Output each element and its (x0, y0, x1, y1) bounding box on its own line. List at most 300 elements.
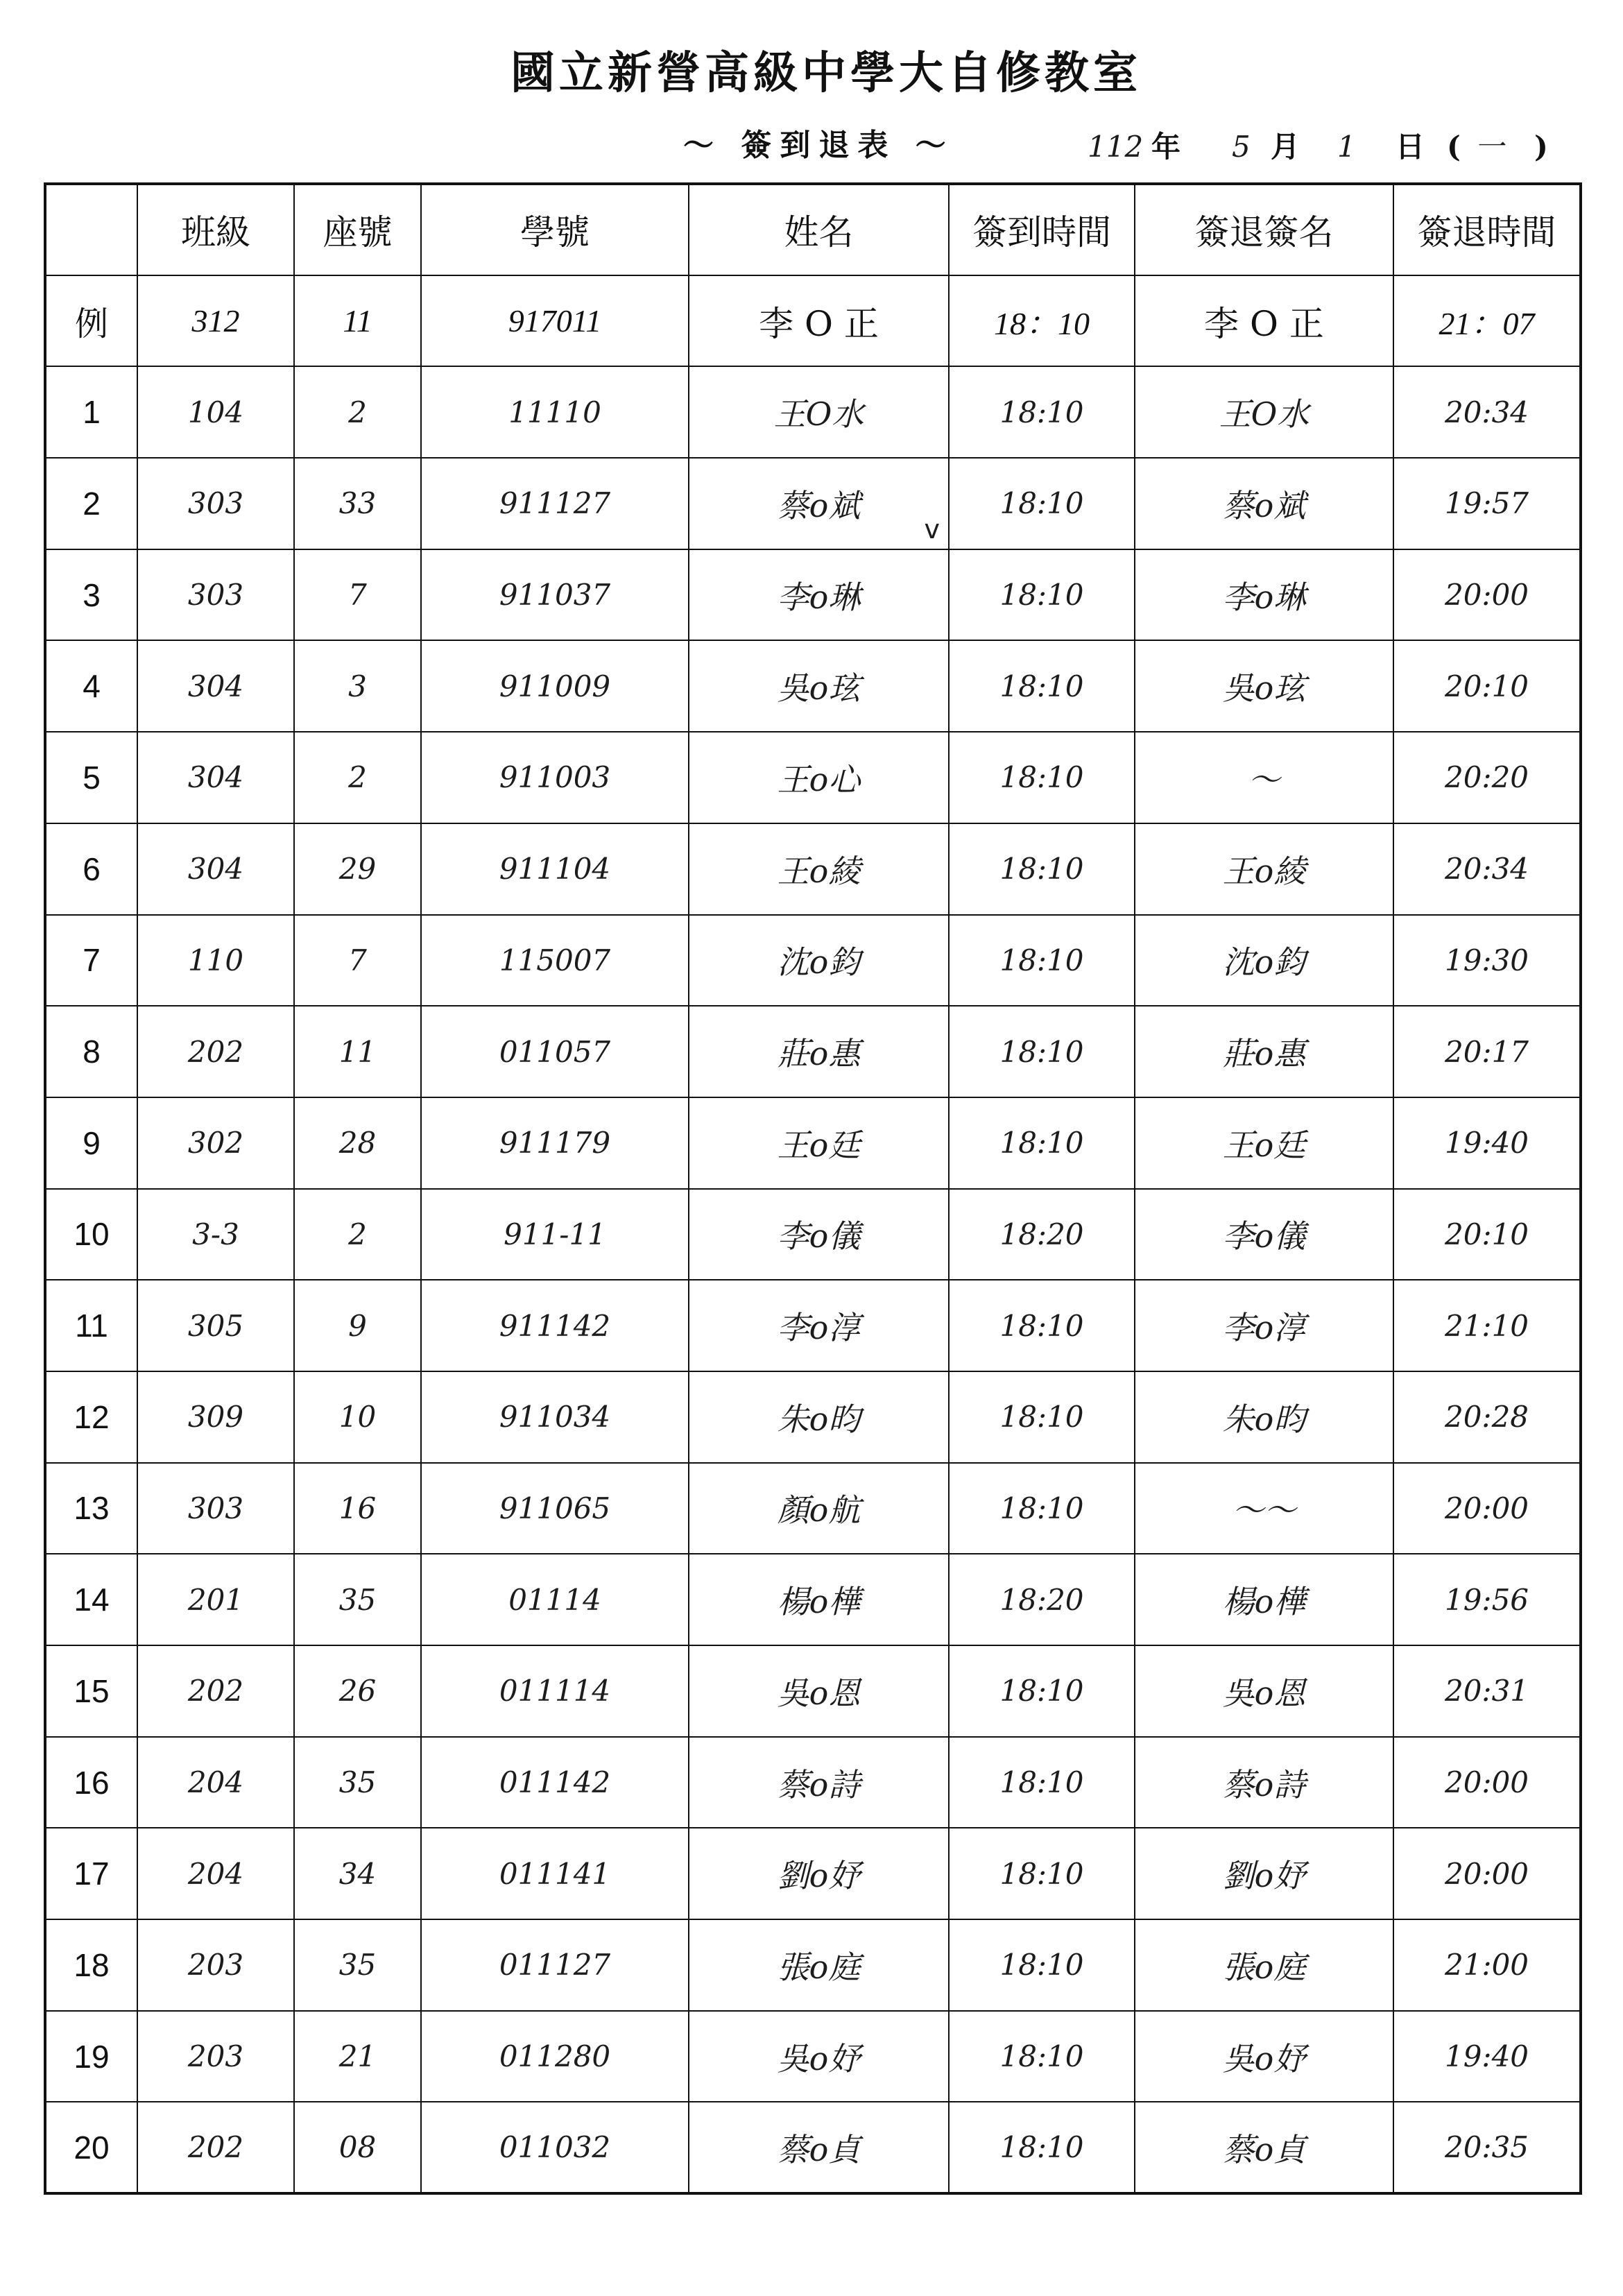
student-id-cell (421, 275, 689, 367)
seat-number-cell (294, 275, 421, 367)
student-name: 王o心 (777, 760, 861, 798)
student-id-cell (421, 1280, 689, 1371)
class: 303 (187, 578, 244, 612)
class-cell (137, 823, 294, 915)
sign-in-time: 18:10 (999, 1034, 1084, 1069)
sign-out-signature-cell (1135, 1097, 1393, 1189)
table-body (45, 184, 1581, 2193)
class: 203 (187, 1948, 244, 1982)
sign-out-signature-cell (1135, 458, 1393, 549)
date-day: 1 (1337, 130, 1356, 164)
table-row (45, 549, 1581, 641)
student-name-cell (689, 1371, 949, 1463)
student-id: 011127 (499, 1948, 611, 1982)
student-name-cell (689, 2011, 949, 2102)
sign-out-signature: 吳o恩 (1222, 1674, 1306, 1712)
row-number: 9 (83, 1124, 101, 1161)
date-month: 5 (1232, 130, 1251, 164)
student-name-cell (689, 1554, 949, 1645)
student-name: 蔡o斌 (777, 486, 861, 524)
class-cell (137, 2102, 294, 2193)
row-number: 19 (74, 2038, 110, 2075)
seat-number: 9 (348, 1308, 367, 1343)
sign-out-time: 20:10 (1444, 669, 1529, 703)
sign-out-time-cell (1393, 1189, 1581, 1280)
seat-number-cell (294, 458, 421, 549)
sign-out-time: 19:30 (1444, 943, 1529, 977)
sign-out-time-cell (1393, 823, 1581, 915)
sign-out-signature: 王o綾 (1222, 852, 1306, 890)
sign-out-signature-cell (1135, 1737, 1393, 1828)
seat-number-cell (294, 732, 421, 823)
row-number-cell (45, 1463, 137, 1554)
table-row (45, 1645, 1581, 1737)
sign-in-time: 18:10 (999, 943, 1084, 977)
seat-number: 21 (338, 2039, 377, 2074)
sign-out-signature-cell (1135, 1280, 1393, 1371)
sign-out-time-cell (1393, 1828, 1581, 1919)
student-name: 李o淳 (777, 1309, 861, 1347)
row-number: 1 (83, 394, 101, 431)
student-name-cell (689, 366, 949, 458)
seat-number-cell (294, 1097, 421, 1189)
table-row (45, 1280, 1581, 1371)
sign-out-time-cell (1393, 1737, 1581, 1828)
class-cell (137, 1737, 294, 1828)
sign-in-time: 18:10 (999, 578, 1084, 612)
row-number: 14 (74, 1582, 110, 1618)
date-day-label: 日 (1396, 130, 1425, 164)
student-id: 115007 (499, 943, 611, 977)
student-name: 吳o玹 (777, 669, 861, 708)
sign-in-time: 18:10 (999, 852, 1084, 886)
sign-out-signature-cell (1135, 2102, 1393, 2193)
sign-in-time: 18:10 (999, 2039, 1084, 2074)
seat-number: 35 (338, 1582, 377, 1617)
sign-out-signature: 王o廷 (1222, 1126, 1306, 1164)
sign-out-signature-cell (1135, 1189, 1393, 1280)
student-id: 011141 (499, 1856, 611, 1891)
row-number-cell (45, 275, 137, 367)
class-cell (137, 1828, 294, 1919)
sign-in-time-cell (949, 1737, 1135, 1828)
student-id-cell (421, 1554, 689, 1645)
row-number-cell (45, 1006, 137, 1097)
sign-in-time: 18:10 (999, 669, 1084, 703)
seat-number: 3 (348, 669, 367, 703)
seat-number-cell (294, 640, 421, 732)
sign-out-time-cell (1393, 1280, 1581, 1371)
seat-number-cell (294, 1828, 421, 1919)
sign-in-sheet-table (44, 182, 1582, 2195)
table-row (45, 1554, 1581, 1645)
class: 303 (187, 1491, 244, 1525)
student-id: 011032 (499, 2130, 611, 2165)
seat-number: 2 (348, 1217, 367, 1251)
sign-out-time-cell (1393, 732, 1581, 823)
row-number: 4 (83, 668, 101, 705)
sign-out-time-cell (1393, 458, 1581, 549)
class: 305 (187, 1308, 244, 1343)
document-title: 國立新營高級中學大自修教室 (510, 47, 1142, 99)
sign-in-time-cell (949, 1463, 1135, 1554)
class-cell (137, 1097, 294, 1189)
sign-in-time-cell (949, 2011, 1135, 2102)
sign-in-time: 18:10 (999, 2130, 1084, 2165)
student-name-cell (689, 1280, 949, 1371)
sign-out-signature-cell (1135, 1645, 1393, 1737)
table-row (45, 458, 1581, 549)
sign-in-time: 18:10 (999, 1126, 1084, 1160)
sign-out-signature: 〜 (1248, 760, 1280, 798)
student-id-cell (421, 549, 689, 641)
sign-in-time: 18:10 (999, 1765, 1084, 1800)
row-number: 6 (83, 850, 101, 887)
student-name: 李o琳 (777, 578, 861, 616)
row-number-cell (45, 640, 137, 732)
row-number-cell (45, 1280, 137, 1371)
sign-in-time: 18:10 (999, 1491, 1084, 1525)
student-id-cell (421, 732, 689, 823)
sign-in-time: 18：10 (994, 305, 1090, 341)
class: 309 (187, 1400, 244, 1434)
student-name-cell (689, 915, 949, 1006)
seat-number: 2 (348, 760, 367, 795)
class: 3-3 (192, 1217, 239, 1251)
table-row (45, 915, 1581, 1006)
row-number-cell (45, 1554, 137, 1645)
seat-number-cell (294, 1737, 421, 1828)
seat-number-cell (294, 1006, 421, 1097)
student-name: 王O水 (773, 395, 864, 434)
student-name: 朱o昀 (777, 1400, 861, 1438)
row-number: 11 (75, 1308, 108, 1344)
student-id-cell (421, 2011, 689, 2102)
table-row (45, 1371, 1581, 1463)
row-number-cell (45, 1919, 137, 2011)
sign-out-time: 20:31 (1444, 1674, 1529, 1708)
table-row (45, 2102, 1581, 2193)
student-id-cell (421, 458, 689, 549)
class-cell (137, 458, 294, 549)
row-number-cell (45, 1828, 137, 1919)
sign-out-signature-cell (1135, 732, 1393, 823)
class-cell (137, 1463, 294, 1554)
student-id-cell (421, 1189, 689, 1280)
sign-out-signature: 李o儀 (1222, 1217, 1306, 1256)
student-id: 911-11 (504, 1217, 606, 1251)
seat-number: 7 (348, 943, 367, 977)
sign-in-time: 18:10 (999, 395, 1084, 429)
table-row (45, 1097, 1581, 1189)
sign-in-time-cell (949, 366, 1135, 458)
sign-out-signature-cell (1135, 1828, 1393, 1919)
sign-in-time-cell (949, 732, 1135, 823)
sign-out-signature: 李 O 正 (1204, 303, 1324, 344)
sign-out-time: 20:10 (1444, 1217, 1529, 1251)
header-sign-in-time: 簽到時間 (949, 184, 1135, 275)
sign-out-signature-cell (1135, 640, 1393, 732)
sign-out-time-cell (1393, 640, 1581, 732)
document-subtitle: ～ 簽到退表 ～ (683, 128, 954, 163)
row-number: 7 (83, 942, 101, 979)
student-id-cell (421, 1371, 689, 1463)
student-id: 11110 (508, 395, 601, 429)
sign-in-time: 18:20 (999, 1217, 1084, 1251)
sign-out-time: 21：07 (1439, 305, 1535, 341)
date-open-paren: ( (1447, 130, 1461, 164)
sign-in-time-cell (949, 458, 1135, 549)
student-name: 李o儀 (777, 1217, 861, 1256)
sign-in-time-cell (949, 915, 1135, 1006)
row-number-cell (45, 915, 137, 1006)
sign-out-signature: 朱o昀 (1222, 1400, 1306, 1438)
student-id: 911104 (499, 852, 611, 886)
sign-out-signature-cell (1135, 1463, 1393, 1554)
student-id-cell (421, 1737, 689, 1828)
table-row (45, 1463, 1581, 1554)
sign-out-signature-cell (1135, 366, 1393, 458)
student-id-cell (421, 1097, 689, 1189)
student-id-cell (421, 2102, 689, 2193)
sign-out-signature: 李o淳 (1222, 1309, 1306, 1347)
table-row (45, 1006, 1581, 1097)
header-blank-cell (45, 184, 137, 275)
seat-number-cell (294, 1919, 421, 2011)
sign-out-time-cell (1393, 549, 1581, 641)
row-number-cell (45, 1645, 137, 1737)
header-sign-out-signature: 簽退簽名 (1135, 184, 1393, 275)
class: 201 (187, 1582, 244, 1617)
student-name-cell (689, 1006, 949, 1097)
seat-number-cell (294, 1371, 421, 1463)
header-row (45, 184, 1581, 275)
seat-number: 35 (338, 1765, 377, 1800)
table-row (45, 2011, 1581, 2102)
row-number-cell (45, 366, 137, 458)
sign-in-time-cell (949, 640, 1135, 732)
sign-out-signature: 張o庭 (1222, 1948, 1306, 1986)
student-name: 楊o樺 (777, 1583, 861, 1621)
seat-number-cell (294, 1645, 421, 1737)
class: 203 (187, 2039, 244, 2074)
sign-out-time: 21:10 (1444, 1308, 1529, 1343)
student-id: 911037 (499, 578, 611, 612)
sign-out-signature: 蔡o斌 (1222, 486, 1306, 524)
student-id: 011280 (499, 2039, 611, 2074)
sign-out-signature-cell (1135, 1919, 1393, 2011)
table-row (45, 1189, 1581, 1280)
seat-number: 11 (338, 1034, 377, 1069)
seat-number: 08 (338, 2130, 377, 2165)
student-name-cell (689, 275, 949, 367)
table-row (45, 1737, 1581, 1828)
table-row (45, 366, 1581, 458)
header-student-name: 姓名 (689, 184, 949, 275)
sign-out-time-cell (1393, 1645, 1581, 1737)
table-row (45, 640, 1581, 732)
student-name-cell (689, 1645, 949, 1737)
row-number: 13 (74, 1490, 110, 1527)
row-number: 18 (74, 1946, 110, 1983)
class: 312 (191, 303, 240, 339)
row-number: 2 (83, 485, 101, 522)
sign-out-signature: 楊o樺 (1222, 1583, 1306, 1621)
student-id: 011057 (499, 1034, 611, 1069)
sign-out-time-cell (1393, 1006, 1581, 1097)
row-number-cell (45, 823, 137, 915)
student-name-cell (689, 549, 949, 641)
sign-in-time-cell (949, 1280, 1135, 1371)
student-name-cell (689, 1189, 949, 1280)
student-name: 顏o航 (777, 1491, 861, 1530)
sign-out-time: 19:57 (1444, 486, 1529, 521)
sign-in-time-cell (949, 549, 1135, 641)
sign-out-time: 20:20 (1444, 760, 1529, 795)
sign-out-time-cell (1393, 915, 1581, 1006)
row-number-cell (45, 1371, 137, 1463)
student-id: 911065 (499, 1491, 611, 1525)
check-mark: v (924, 513, 940, 545)
class: 202 (187, 1674, 244, 1708)
sign-out-time: 20:00 (1444, 578, 1529, 612)
class-cell (137, 1006, 294, 1097)
row-number-cell (45, 732, 137, 823)
date-close-paren: ) (1534, 130, 1548, 164)
student-id-cell (421, 1828, 689, 1919)
sign-in-time-cell (949, 1828, 1135, 1919)
row-number: 12 (74, 1398, 110, 1435)
date-weekday: 一 (1475, 130, 1504, 164)
sign-in-time: 18:10 (999, 1856, 1084, 1891)
student-name: 莊o惠 (777, 1035, 861, 1073)
sign-out-time: 19:56 (1444, 1582, 1529, 1617)
header-seat-number: 座號 (294, 184, 421, 275)
header-student-id: 學號 (421, 184, 689, 275)
student-name: 蔡o貞 (777, 2130, 861, 2168)
sign-in-time-cell (949, 823, 1135, 915)
sign-out-time-cell (1393, 275, 1581, 367)
student-name: 王o綾 (777, 852, 861, 890)
class: 104 (187, 395, 244, 429)
student-id-cell (421, 1919, 689, 2011)
sign-in-time-cell (949, 1919, 1135, 2011)
student-id: 911142 (499, 1308, 611, 1343)
sign-in-time: 18:10 (999, 486, 1084, 521)
sign-out-signature: 李o琳 (1222, 578, 1306, 616)
class: 204 (187, 1765, 244, 1800)
student-id: 917011 (508, 303, 602, 339)
sign-out-signature-cell (1135, 2011, 1393, 2102)
seat-number-cell (294, 1189, 421, 1280)
seat-number: 29 (338, 852, 377, 886)
sign-in-time-cell (949, 1645, 1135, 1737)
sign-out-time-cell (1393, 1463, 1581, 1554)
sign-out-time: 20:34 (1444, 395, 1529, 429)
sign-out-time: 20:34 (1444, 852, 1529, 886)
sign-out-signature: 蔡o詩 (1222, 1765, 1306, 1804)
class-cell (137, 732, 294, 823)
sign-out-time: 20:17 (1444, 1034, 1529, 1069)
sign-out-time: 19:40 (1444, 1126, 1529, 1160)
sign-in-time: 18:10 (999, 760, 1084, 795)
seat-number-cell (294, 823, 421, 915)
row-number-cell (45, 1097, 137, 1189)
class-cell (137, 1280, 294, 1371)
sign-in-time: 18:10 (999, 1400, 1084, 1434)
sign-out-time-cell (1393, 1554, 1581, 1645)
class-cell (137, 915, 294, 1006)
class: 204 (187, 1856, 244, 1891)
sign-out-signature-cell (1135, 275, 1393, 367)
header-class: 班級 (137, 184, 294, 275)
seat-number: 26 (338, 1674, 377, 1708)
sign-in-time-cell (949, 1006, 1135, 1097)
sign-in-time: 18:10 (999, 1674, 1084, 1708)
seat-number-cell (294, 1554, 421, 1645)
sign-out-signature: 沈o鈞 (1222, 943, 1306, 982)
class-cell (137, 275, 294, 367)
sign-out-time-cell (1393, 366, 1581, 458)
student-name-cell (689, 1737, 949, 1828)
sign-out-signature: 莊o惠 (1222, 1035, 1306, 1073)
student-id: 911034 (499, 1400, 611, 1434)
sign-in-time-cell (949, 1371, 1135, 1463)
class: 304 (187, 852, 244, 886)
sign-out-signature-cell (1135, 915, 1393, 1006)
row-number-cell (45, 2011, 137, 2102)
sign-out-signature: 王O水 (1219, 395, 1309, 434)
row-number-cell (45, 2102, 137, 2193)
student-id: 011142 (499, 1765, 611, 1800)
student-id-cell (421, 823, 689, 915)
student-id: 911127 (499, 486, 611, 521)
sign-out-time: 20:28 (1444, 1400, 1529, 1434)
sign-in-time-cell (949, 1554, 1135, 1645)
date-year-label: 年 (1151, 130, 1181, 164)
seat-number-cell (294, 1463, 421, 1554)
class: 110 (187, 943, 244, 977)
class: 202 (187, 2130, 244, 2165)
student-id: 911003 (499, 760, 611, 795)
seat-number: 10 (338, 1400, 377, 1434)
seat-number: 2 (348, 395, 367, 429)
sign-out-signature-cell (1135, 1371, 1393, 1463)
seat-number-cell (294, 1280, 421, 1371)
student-name: 王o廷 (777, 1126, 861, 1164)
class-cell (137, 640, 294, 732)
student-name-cell (689, 823, 949, 915)
sign-in-time-cell (949, 2102, 1135, 2193)
student-id-cell (421, 366, 689, 458)
seat-number-cell (294, 366, 421, 458)
sign-out-time: 20:00 (1444, 1491, 1529, 1525)
student-id-cell (421, 1463, 689, 1554)
sign-in-time: 18:20 (999, 1582, 1084, 1617)
student-id: 911179 (499, 1126, 611, 1160)
student-name: 張o庭 (777, 1948, 861, 1986)
student-id: 01114 (508, 1582, 601, 1617)
row-number: 5 (83, 759, 101, 796)
class-cell (137, 366, 294, 458)
sign-out-time-cell (1393, 1097, 1581, 1189)
row-number: 例 (74, 305, 108, 344)
student-name-cell (689, 2102, 949, 2193)
row-number: 16 (74, 1764, 110, 1801)
seat-number: 16 (338, 1491, 377, 1525)
sign-out-signature-cell (1135, 1554, 1393, 1645)
class: 304 (187, 669, 244, 703)
